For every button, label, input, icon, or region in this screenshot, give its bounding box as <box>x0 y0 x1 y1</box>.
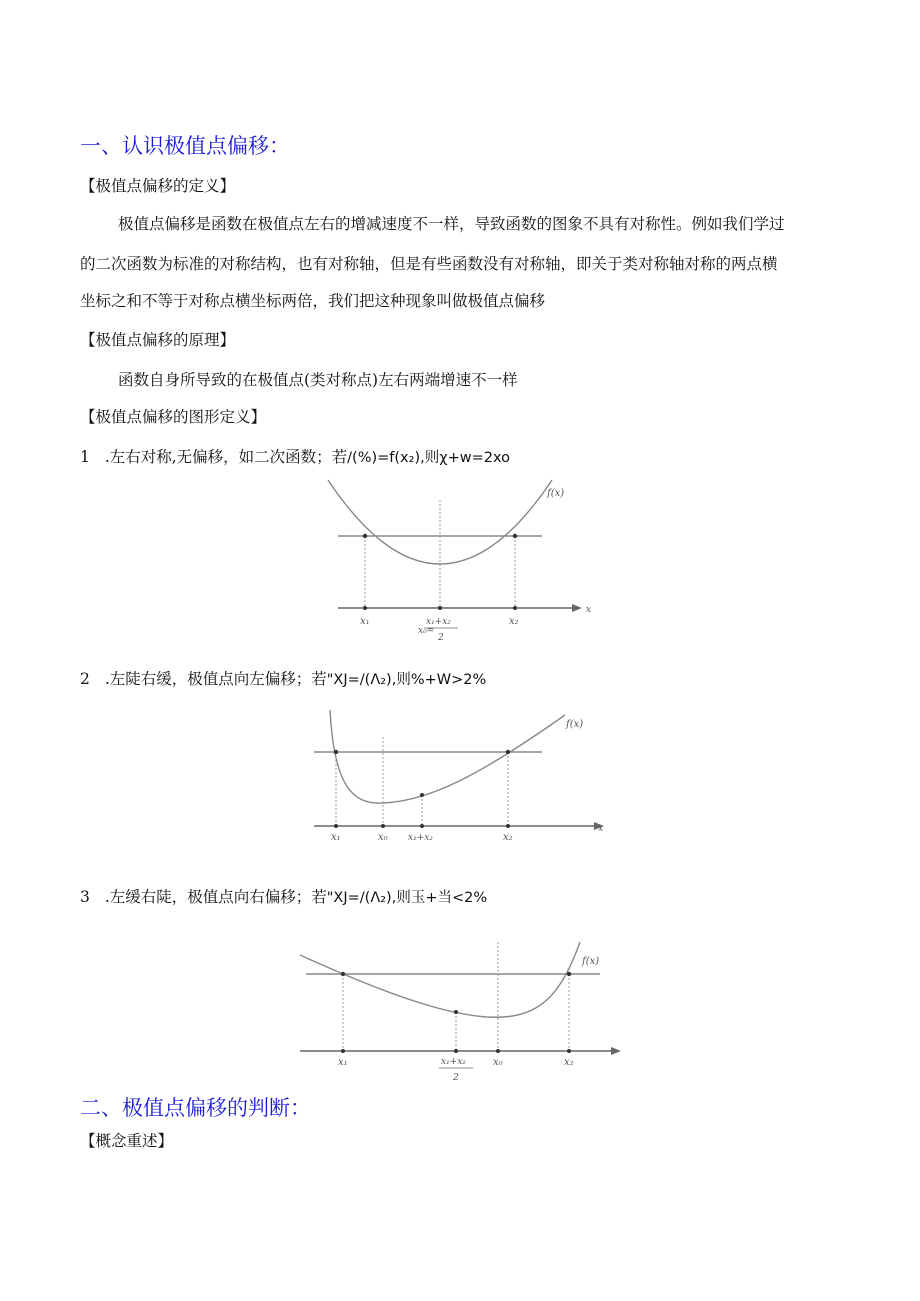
point-mid <box>420 793 424 797</box>
mid-denominator: 2 <box>453 1073 459 1083</box>
mid-numerator: x₁+x₂ <box>441 1057 466 1067</box>
tick-x2 <box>513 606 517 610</box>
section2-title: 二、极值点偏移的判断： <box>80 1096 311 1120</box>
item-text: .左缓右陡，极值点向右偏移；若 <box>104 888 327 906</box>
figure-2-left-shift <box>310 705 610 855</box>
definition-line-3: 坐标之和不等于对称点横坐标两倍，我们把这种现象叫做极值点偏移 <box>80 292 546 310</box>
definition-line-1: 极值点偏移是函数在极值点左右的增减速度不一样，导致函数的图象不具有对称性。例如我们学过 <box>118 215 785 233</box>
x-axis-arrow <box>572 604 582 612</box>
x2-label: x₂ <box>564 1057 574 1068</box>
tick-mid <box>420 824 424 828</box>
tick-x2 <box>506 824 510 828</box>
point-mid <box>454 1010 458 1014</box>
x1-label: x₁ <box>360 616 370 627</box>
item-number: 2 <box>80 670 90 688</box>
point-a <box>363 534 367 538</box>
mid-denominator: 2 <box>438 633 444 643</box>
tick-x1 <box>334 824 338 828</box>
point-a <box>334 750 338 754</box>
point-b <box>567 972 571 976</box>
tick-x0 <box>496 1049 500 1053</box>
principle-text: 函数自身所导致的在极值点(类对称点)左右两端增速不一样 <box>118 371 518 389</box>
x1-label: x₁ <box>331 832 341 843</box>
figure-1-symmetric <box>320 478 590 648</box>
principle-heading: 【极值点偏移的原理】 <box>80 331 236 349</box>
tick-x1 <box>363 606 367 610</box>
x-axis-arrow <box>611 1047 621 1055</box>
axis-label: x <box>586 605 592 615</box>
tick-x2 <box>567 1049 571 1053</box>
item-1 <box>80 445 510 467</box>
tick-x1 <box>341 1049 345 1053</box>
x2-label: x₂ <box>509 616 519 627</box>
item-text: .左陡右缓，极值点向左偏移；若 <box>104 670 327 688</box>
fx-label: f(x) <box>566 719 584 730</box>
section1-title: 一、认识极值点偏移： <box>80 134 290 158</box>
tick-x0 <box>381 824 385 828</box>
fx-label: f(x) <box>547 488 565 499</box>
x1-label: x₁ <box>338 1057 348 1068</box>
point-b <box>506 750 510 754</box>
x0-label: x₀ <box>378 832 388 843</box>
item-number: 1 <box>80 448 90 466</box>
point-b <box>513 534 517 538</box>
figure-3-right-shift <box>298 940 628 1090</box>
tick-x0 <box>438 606 442 610</box>
item-math: "XJ=/(Λ₂),则玉+当<2% <box>326 890 488 906</box>
x0-label: x₀ <box>493 1057 503 1068</box>
fx-label: f(x) <box>582 956 600 967</box>
item-math: "XJ=/(Λ₂),则%+W>2% <box>326 672 487 688</box>
curve <box>300 942 580 1017</box>
mid-numerator: x₁+x₂ <box>426 617 451 627</box>
axis-label: x <box>598 824 604 834</box>
point-a <box>341 972 345 976</box>
x0-label: x₀= <box>418 626 435 636</box>
curve <box>330 710 565 803</box>
concept-heading: 【概念重述】 <box>80 1132 174 1150</box>
item-3 <box>80 885 487 907</box>
definition-line-2: 的二次函数为标准的对称结构，也有对称轴，但是有些函数没有对称轴，即关于类对称轴对称的两点横 <box>80 255 778 273</box>
tick-mid <box>454 1049 458 1053</box>
graph-heading: 【极值点偏移的图形定义】 <box>80 408 267 426</box>
x2-label: x₂ <box>503 832 513 843</box>
sum-label: x₁+x₂ <box>408 833 433 843</box>
definition-heading: 【极值点偏移的定义】 <box>80 177 236 195</box>
item-text: .左右对称,无偏移，如二次函数；若 <box>104 448 348 466</box>
item-number: 3 <box>80 888 90 906</box>
item-2 <box>80 667 486 689</box>
item-math: /(%)=f(x₂),则χ+w=2xo <box>347 450 510 466</box>
